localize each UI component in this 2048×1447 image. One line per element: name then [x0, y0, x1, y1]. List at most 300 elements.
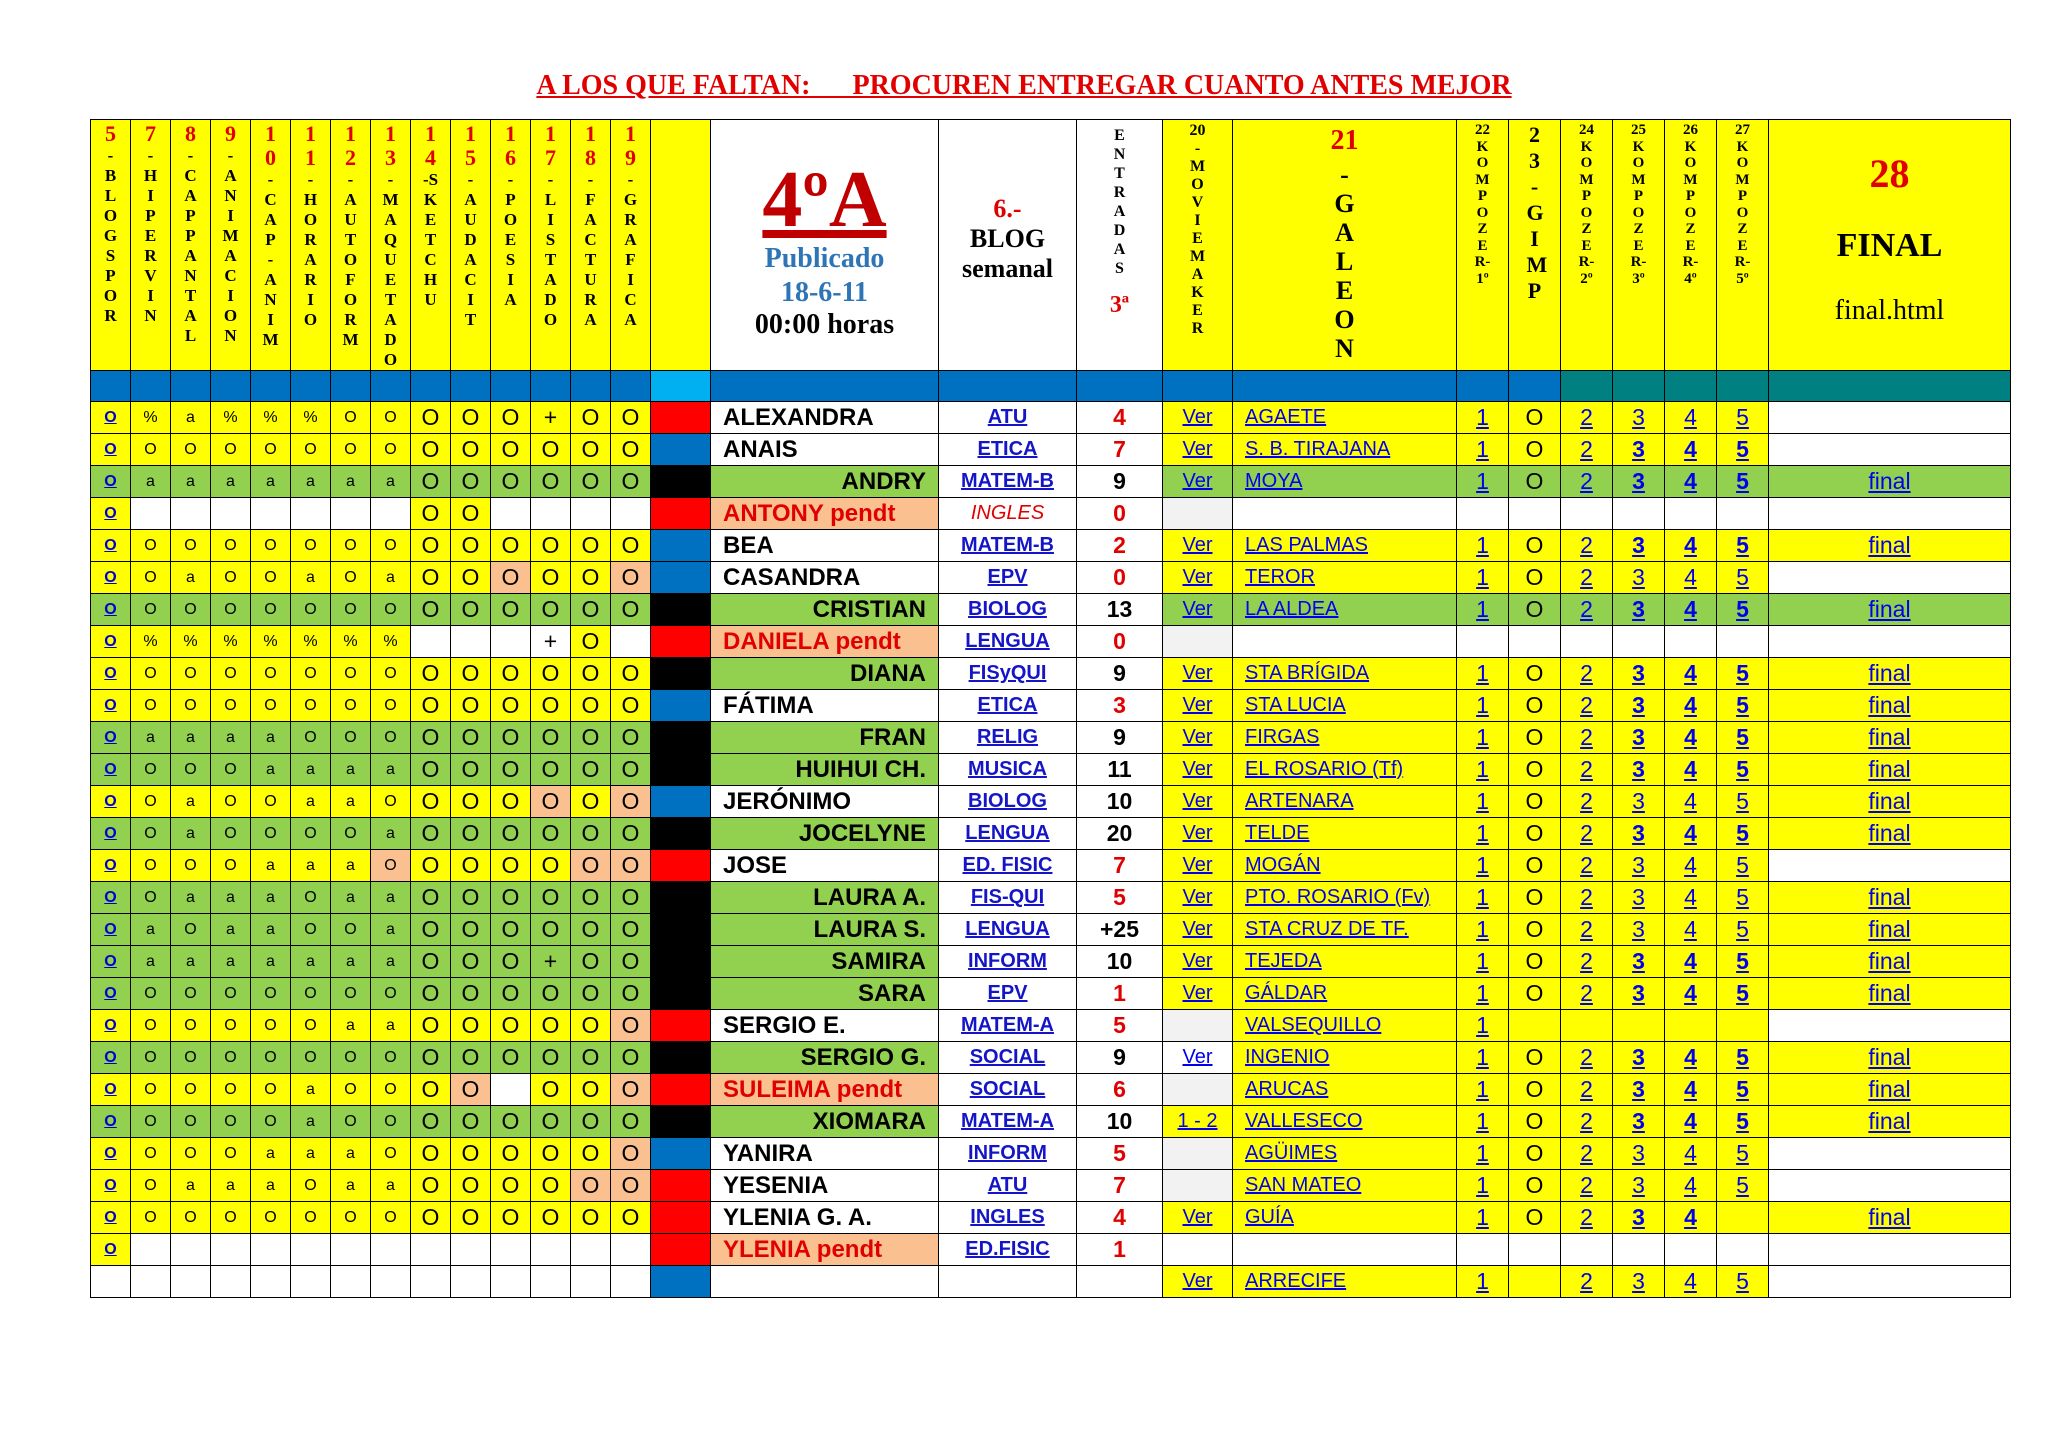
kompozer-link[interactable]: 2	[1561, 914, 1613, 946]
galeon-link[interactable]: ARRECIFE	[1233, 1266, 1457, 1298]
blog-sport-cell[interactable]: O	[91, 1106, 131, 1138]
moviemaker-link[interactable]: Ver	[1163, 754, 1233, 786]
subject-link[interactable]: BIOLOG	[939, 786, 1077, 818]
subject-link[interactable]: ETICA	[939, 434, 1077, 466]
kompozer-link[interactable]: 4	[1665, 882, 1717, 914]
moviemaker-link[interactable]: Ver	[1163, 1202, 1233, 1234]
kompozer-link[interactable]: 3	[1613, 818, 1665, 850]
blog-sport-cell[interactable]: O	[91, 1042, 131, 1074]
kompozer-link[interactable]: 4	[1665, 786, 1717, 818]
kompozer-link[interactable]: 2	[1561, 978, 1613, 1010]
kompozer-link[interactable]: 2	[1561, 786, 1613, 818]
assignment-cell: O	[451, 914, 491, 946]
assignment-cell: O	[211, 530, 251, 562]
moviemaker-link[interactable]: Ver	[1163, 658, 1233, 690]
kompozer-link[interactable]: 1	[1457, 786, 1509, 818]
table-row	[91, 1170, 2011, 1202]
final-link[interactable]: final	[1769, 530, 2011, 562]
blog-sport-cell[interactable]: O	[91, 946, 131, 978]
assignment-cell	[251, 1234, 291, 1266]
entradas-count: 0	[1077, 562, 1163, 594]
assignment-cell: O	[251, 1042, 291, 1074]
kompozer-link[interactable]: 3	[1613, 1074, 1665, 1106]
subject-link[interactable]: INFORM	[939, 1138, 1077, 1170]
assignment-cell: O	[451, 658, 491, 690]
kompozer-link[interactable]: 4	[1665, 914, 1717, 946]
kompozer-link[interactable]: 2	[1561, 818, 1613, 850]
final-link[interactable]: final	[1769, 978, 2011, 1010]
kompozer-link[interactable]: 3	[1613, 1202, 1665, 1234]
kompozer-link[interactable]: 5	[1717, 466, 1769, 498]
kompozer-link[interactable]: 5	[1717, 530, 1769, 562]
kompozer-link[interactable]: 3	[1613, 690, 1665, 722]
kompozer-link[interactable]: 4	[1665, 658, 1717, 690]
assignment-cell: O	[611, 1074, 651, 1106]
final-link	[1769, 1010, 2011, 1042]
kompozer-link[interactable]: 5	[1717, 818, 1769, 850]
assignment-cell: O	[331, 914, 371, 946]
kompozer-link[interactable]: 5	[1717, 562, 1769, 594]
final-link[interactable]: final	[1769, 754, 2011, 786]
status-marker	[651, 626, 711, 658]
blog-sport-cell[interactable]: O	[91, 434, 131, 466]
kompozer-link[interactable]: 3	[1613, 754, 1665, 786]
blog-sport-cell[interactable]: O	[91, 626, 131, 658]
kompozer-link[interactable]: 2	[1561, 1106, 1613, 1138]
kompozer-link[interactable]: 2	[1561, 434, 1613, 466]
moviemaker-link[interactable]: Ver	[1163, 530, 1233, 562]
assignment-cell: a	[371, 1010, 411, 1042]
assignment-cell: O	[291, 1170, 331, 1202]
kompozer-link[interactable]: 2	[1561, 1202, 1613, 1234]
subject-link[interactable]: RELIG	[939, 722, 1077, 754]
kompozer-link[interactable]: 3	[1613, 594, 1665, 626]
assignment-cell: O	[571, 882, 611, 914]
kompozer-link[interactable]: 2	[1561, 1074, 1613, 1106]
final-link[interactable]: final	[1769, 1106, 2011, 1138]
kompozer-link[interactable]: 5	[1717, 722, 1769, 754]
moviemaker-link[interactable]: Ver	[1163, 850, 1233, 882]
entradas-count: 9	[1077, 658, 1163, 690]
assignment-cell: O	[491, 882, 531, 914]
moviemaker-link[interactable]: Ver	[1163, 402, 1233, 434]
subject-link[interactable]: ATU	[939, 402, 1077, 434]
assignment-cell	[371, 498, 411, 530]
kompozer-link[interactable]: 3	[1613, 1138, 1665, 1170]
table-row	[91, 786, 2011, 818]
subject-link[interactable]: ED.FISIC	[939, 1234, 1077, 1266]
kompozer-link[interactable]: 2	[1561, 658, 1613, 690]
final-link[interactable]: final	[1769, 658, 2011, 690]
subject-link[interactable]: FISyQUI	[939, 658, 1077, 690]
kompozer-link[interactable]: 2	[1561, 882, 1613, 914]
kompozer-link[interactable]: 1	[1457, 402, 1509, 434]
blog-sport-cell[interactable]: O	[91, 594, 131, 626]
kompozer-link[interactable]: 3	[1613, 914, 1665, 946]
blog-sport-cell[interactable]: O	[91, 1138, 131, 1170]
assignment-cell	[531, 1234, 571, 1266]
kompozer-link[interactable]: 4	[1665, 1202, 1717, 1234]
kompozer-link[interactable]: 3	[1613, 722, 1665, 754]
galeon-link[interactable]: MOGÁN	[1233, 850, 1457, 882]
moviemaker-link[interactable]: Ver	[1163, 818, 1233, 850]
kompozer-link[interactable]: 4	[1665, 594, 1717, 626]
assignment-header-11	[291, 120, 331, 371]
kompozer-link[interactable]: 5	[1717, 786, 1769, 818]
assignment-cell: a	[251, 722, 291, 754]
moviemaker-link[interactable]: Ver	[1163, 882, 1233, 914]
galeon-link[interactable]: PTO. ROSARIO (Fv)	[1233, 882, 1457, 914]
kompozer-link[interactable]: 1	[1457, 1010, 1509, 1042]
kompozer-link[interactable]: 3	[1613, 850, 1665, 882]
kompozer-link[interactable]: 5	[1717, 1266, 1769, 1298]
kompozer-link[interactable]: 1	[1457, 1170, 1509, 1202]
assignment-cell: O	[291, 530, 331, 562]
galeon-link[interactable]: TEROR	[1233, 562, 1457, 594]
blog-sport-cell[interactable]: O	[91, 658, 131, 690]
moviemaker-link[interactable]: Ver	[1163, 594, 1233, 626]
subject-link[interactable]: MATEM-A	[939, 1106, 1077, 1138]
kompozer-link[interactable]: 5	[1717, 946, 1769, 978]
kompozer-link[interactable]: 1	[1457, 850, 1509, 882]
subject-link[interactable]: INFORM	[939, 946, 1077, 978]
kompozer-link[interactable]: 4	[1665, 530, 1717, 562]
kompozer-link[interactable]: 3	[1613, 1170, 1665, 1202]
final-link[interactable]: final	[1769, 1074, 2011, 1106]
galeon-link[interactable]: GÁLDAR	[1233, 978, 1457, 1010]
kompozer-link[interactable]: 5	[1717, 690, 1769, 722]
kompozer4-header	[1665, 120, 1717, 371]
kompozer-link[interactable]: 5	[1717, 1106, 1769, 1138]
subject-link[interactable]: ED. FISIC	[939, 850, 1077, 882]
subject-link[interactable]: LENGUA	[939, 818, 1077, 850]
blog-sport-cell[interactable]: O	[91, 850, 131, 882]
kompozer-link[interactable]: 3	[1613, 946, 1665, 978]
assignment-cell: O	[531, 786, 571, 818]
galeon-link[interactable]: AGAETE	[1233, 402, 1457, 434]
final-link[interactable]: final	[1769, 946, 2011, 978]
subject-link[interactable]: FIS-QUI	[939, 882, 1077, 914]
kompozer-link[interactable]: 2	[1561, 722, 1613, 754]
kompozer-link[interactable]: 4	[1665, 850, 1717, 882]
galeon-link[interactable]: EL ROSARIO (Tf)	[1233, 754, 1457, 786]
moviemaker-link[interactable]: Ver	[1163, 722, 1233, 754]
assignment-cell: O	[211, 1074, 251, 1106]
final-link[interactable]: final	[1769, 1202, 2011, 1234]
moviemaker-link[interactable]: Ver	[1163, 1042, 1233, 1074]
kompozer-link[interactable]: 4	[1665, 978, 1717, 1010]
assignment-cell: O	[291, 1042, 331, 1074]
kompozer-link[interactable]: 5	[1717, 1170, 1769, 1202]
status-marker	[651, 754, 711, 786]
assignment-cell: O	[491, 722, 531, 754]
gimp-cell: O	[1509, 658, 1561, 690]
blog-sport-cell[interactable]: O	[91, 690, 131, 722]
kompozer-link[interactable]: 3	[1613, 658, 1665, 690]
galeon-link[interactable]: TELDE	[1233, 818, 1457, 850]
kompozer-link[interactable]: 2	[1561, 1170, 1613, 1202]
blog-sport-cell[interactable]: O	[91, 978, 131, 1010]
subject-link[interactable]: ETICA	[939, 690, 1077, 722]
kompozer-link[interactable]: 1	[1457, 1042, 1509, 1074]
kompozer-link[interactable]: 1	[1457, 466, 1509, 498]
subject-link[interactable]: ATU	[939, 1170, 1077, 1202]
kompozer-link[interactable]: 5	[1717, 1138, 1769, 1170]
final-link[interactable]: final	[1769, 466, 2011, 498]
subject-link[interactable]: MUSICA	[939, 754, 1077, 786]
moviemaker-link[interactable]: Ver	[1163, 434, 1233, 466]
status-marker	[651, 1234, 711, 1266]
kompozer-link[interactable]: 4	[1665, 434, 1717, 466]
kompozer-link[interactable]: 2	[1561, 1138, 1613, 1170]
kompozer-link[interactable]: 1	[1457, 1138, 1509, 1170]
galeon-link[interactable]: STA LUCIA	[1233, 690, 1457, 722]
kompozer-link[interactable]: 4	[1665, 722, 1717, 754]
assignment-cell: O	[491, 434, 531, 466]
gimp-cell: O	[1509, 754, 1561, 786]
kompozer-link[interactable]: 1	[1457, 1106, 1509, 1138]
blog-sport-cell[interactable]: O	[91, 882, 131, 914]
kompozer-link[interactable]: 5	[1717, 882, 1769, 914]
kompozer-link[interactable]: 2	[1561, 594, 1613, 626]
assignment-cell: a	[291, 850, 331, 882]
kompozer-link[interactable]: 1	[1457, 530, 1509, 562]
kompozer-link[interactable]: 1	[1457, 914, 1509, 946]
assignment-cell: O	[291, 882, 331, 914]
kompozer-link[interactable]: 1	[1457, 1074, 1509, 1106]
gimp-cell: O	[1509, 530, 1561, 562]
subject-link[interactable]: SOCIAL	[939, 1042, 1077, 1074]
moviemaker-link[interactable]: 1 - 2	[1163, 1106, 1233, 1138]
galeon-link[interactable]: LAS PALMAS	[1233, 530, 1457, 562]
galeon-link[interactable]: GUÍA	[1233, 1202, 1457, 1234]
assignment-cell: O	[611, 882, 651, 914]
table-row	[91, 722, 2011, 754]
kompozer-link[interactable]: 1	[1457, 1266, 1509, 1298]
kompozer-link[interactable]: 5	[1717, 914, 1769, 946]
kompozer1-label: 22KOMPOZER-1º	[1474, 122, 1491, 287]
final-link[interactable]: final	[1769, 818, 2011, 850]
galeon-link[interactable]: SAN MATEO	[1233, 1170, 1457, 1202]
final-link	[1769, 498, 2011, 530]
kompozer-link[interactable]: 4	[1665, 1138, 1717, 1170]
gimp-cell: O	[1509, 562, 1561, 594]
blog-sport-cell[interactable]: O	[91, 786, 131, 818]
subject-link[interactable]: INGLES	[939, 498, 1077, 530]
kompozer-link[interactable]: 5	[1717, 1074, 1769, 1106]
kompozer-link[interactable]: 5	[1717, 594, 1769, 626]
moviemaker-link[interactable]: Ver	[1163, 914, 1233, 946]
final-link[interactable]: final	[1769, 594, 2011, 626]
galeon-link[interactable]: VALLESECO	[1233, 1106, 1457, 1138]
kompozer-link[interactable]: 4	[1665, 754, 1717, 786]
kompozer-link[interactable]: 3	[1613, 530, 1665, 562]
subject-link[interactable]: EPV	[939, 978, 1077, 1010]
kompozer-link[interactable]: 1	[1457, 946, 1509, 978]
galeon-link[interactable]: VALSEQUILLO	[1233, 1010, 1457, 1042]
moviemaker-link[interactable]: Ver	[1163, 946, 1233, 978]
final-link[interactable]: final	[1769, 722, 2011, 754]
kompozer-link[interactable]: 4	[1665, 1266, 1717, 1298]
blog-sport-cell[interactable]: O	[91, 530, 131, 562]
kompozer-link[interactable]: 2	[1561, 402, 1613, 434]
blog-header	[939, 120, 1077, 371]
blog-sport-cell[interactable]: O	[91, 498, 131, 530]
galeon-link[interactable]: S. B. TIRAJANA	[1233, 434, 1457, 466]
subject-link[interactable]: MATEM-A	[939, 1010, 1077, 1042]
assignment-cell: +	[531, 626, 571, 658]
separator-cell	[331, 371, 371, 402]
subject-link[interactable]: MATEM-B	[939, 530, 1077, 562]
kompozer-link[interactable]: 5	[1717, 402, 1769, 434]
moviemaker-link[interactable]: Ver	[1163, 1266, 1233, 1298]
final-link[interactable]: final	[1769, 882, 2011, 914]
galeon-link[interactable]: INGENIO	[1233, 1042, 1457, 1074]
kompozer-link[interactable]: 1	[1457, 434, 1509, 466]
kompozer-link[interactable]: 4	[1665, 1042, 1717, 1074]
kompozer-link[interactable]: 2	[1561, 850, 1613, 882]
subject-link[interactable]: MATEM-B	[939, 466, 1077, 498]
blog-sport-cell[interactable]: O	[91, 1170, 131, 1202]
assignment-cell: O	[611, 946, 651, 978]
kompozer-link[interactable]: 1	[1457, 978, 1509, 1010]
galeon-link[interactable]: LA ALDEA	[1233, 594, 1457, 626]
galeon-link[interactable]: ARTENARA	[1233, 786, 1457, 818]
kompozer-link[interactable]: 3	[1613, 434, 1665, 466]
kompozer-link[interactable]: 5	[1717, 658, 1769, 690]
blog-sport-cell[interactable]: O	[91, 466, 131, 498]
assignment-cell: O	[571, 1138, 611, 1170]
assignment-cell: O	[571, 562, 611, 594]
kompozer-link[interactable]: 1	[1457, 882, 1509, 914]
kompozer-link[interactable]: 5	[1717, 1042, 1769, 1074]
kompozer-link[interactable]: 5	[1717, 978, 1769, 1010]
kompozer-link[interactable]: 3	[1613, 466, 1665, 498]
kompozer-link[interactable]: 3	[1613, 1106, 1665, 1138]
kompozer-link[interactable]: 4	[1665, 402, 1717, 434]
table-row	[91, 850, 2011, 882]
subject-link[interactable]: LENGUA	[939, 914, 1077, 946]
galeon-link[interactable]: AGÜIMES	[1233, 1138, 1457, 1170]
kompozer-link[interactable]: 4	[1665, 562, 1717, 594]
kompozer-link[interactable]: 1	[1457, 658, 1509, 690]
assignment-cell: a	[251, 914, 291, 946]
blog-sport-cell[interactable]: O	[91, 562, 131, 594]
kompozer-link[interactable]: 4	[1665, 818, 1717, 850]
kompozer-link[interactable]: 1	[1457, 690, 1509, 722]
table-row	[91, 1234, 2011, 1266]
assignment-label: -HORARIO	[303, 170, 318, 329]
kompozer-link[interactable]: 3	[1613, 1042, 1665, 1074]
subject-link[interactable]: SOCIAL	[939, 1074, 1077, 1106]
kompozer-link[interactable]: 2	[1561, 1266, 1613, 1298]
blog-sport-cell[interactable]: O	[91, 1010, 131, 1042]
assignment-cell: O	[491, 1042, 531, 1074]
kompozer-link[interactable]: 1	[1457, 1202, 1509, 1234]
kompozer-link[interactable]: 2	[1561, 946, 1613, 978]
assignment-cell: O	[171, 1106, 211, 1138]
gimp-cell	[1509, 1266, 1561, 1298]
moviemaker-link[interactable]: Ver	[1163, 978, 1233, 1010]
kompozer-link[interactable]: 2	[1561, 1042, 1613, 1074]
blog-sport-cell[interactable]: O	[91, 818, 131, 850]
galeon-link[interactable]: TEJEDA	[1233, 946, 1457, 978]
moviemaker-link[interactable]: Ver	[1163, 786, 1233, 818]
kompozer-link[interactable]: 3	[1613, 1266, 1665, 1298]
assignment-cell: O	[571, 946, 611, 978]
separator-cell	[1769, 371, 2011, 402]
kompozer-link[interactable]: 2	[1561, 754, 1613, 786]
moviemaker-link[interactable]: Ver	[1163, 562, 1233, 594]
assignment-cell	[331, 498, 371, 530]
kompozer-link[interactable]: 4	[1665, 1074, 1717, 1106]
kompozer-link[interactable]: 1	[1457, 754, 1509, 786]
galeon-link[interactable]: FIRGAS	[1233, 722, 1457, 754]
blog-sport-cell[interactable]: O	[91, 1074, 131, 1106]
kompozer-link[interactable]: 4	[1665, 1106, 1717, 1138]
kompozer-link[interactable]: 3	[1613, 402, 1665, 434]
kompozer-link[interactable]: 5	[1717, 754, 1769, 786]
blog-sport-cell[interactable]: O	[91, 722, 131, 754]
kompozer-link[interactable]: 2	[1561, 690, 1613, 722]
subject-link[interactable]: INGLES	[939, 1202, 1077, 1234]
galeon-link[interactable]: MOYA	[1233, 466, 1457, 498]
kompozer-link[interactable]: 2	[1561, 466, 1613, 498]
blog-sport-cell[interactable]: O	[91, 754, 131, 786]
galeon-link[interactable]: STA BRÍGIDA	[1233, 658, 1457, 690]
final-link[interactable]: final	[1769, 786, 2011, 818]
final-link[interactable]: final	[1769, 690, 2011, 722]
subject-link[interactable]: BIOLOG	[939, 594, 1077, 626]
kompozer-link[interactable]: 5	[1717, 850, 1769, 882]
blog-sport-cell[interactable]: O	[91, 914, 131, 946]
kompozer-link[interactable]: 3	[1613, 978, 1665, 1010]
kompozer-link[interactable]: 1	[1457, 594, 1509, 626]
assignment-cell: O	[531, 1170, 571, 1202]
assignment-cell: O	[491, 786, 531, 818]
kompozer-link[interactable]: 3	[1613, 786, 1665, 818]
kompozer-link[interactable]: 1	[1457, 562, 1509, 594]
kompozer-link[interactable]: 4	[1665, 1170, 1717, 1202]
kompozer-link[interactable]: 4	[1665, 946, 1717, 978]
table-row	[91, 690, 2011, 722]
blog-sport-cell[interactable]: O	[91, 402, 131, 434]
kompozer-link[interactable]: 2	[1561, 530, 1613, 562]
assignment-cell: O	[611, 1170, 651, 1202]
kompozer-link[interactable]: 4	[1665, 466, 1717, 498]
blog-sport-cell[interactable]: O	[91, 1234, 131, 1266]
blog-sport-cell[interactable]: O	[91, 1202, 131, 1234]
kompozer-link[interactable]: 3	[1613, 882, 1665, 914]
entradas-count	[1077, 1266, 1163, 1298]
subject-link[interactable]: EPV	[939, 562, 1077, 594]
final-link[interactable]: final	[1769, 914, 2011, 946]
subject-link[interactable]: LENGUA	[939, 626, 1077, 658]
kompozer-link[interactable]: 2	[1561, 562, 1613, 594]
galeon-link[interactable]: ARUCAS	[1233, 1074, 1457, 1106]
moviemaker-link[interactable]: Ver	[1163, 466, 1233, 498]
kompozer-link[interactable]: 4	[1665, 690, 1717, 722]
kompozer-link[interactable]: 1	[1457, 722, 1509, 754]
kompozer-link[interactable]: 3	[1613, 562, 1665, 594]
galeon-link[interactable]: STA CRUZ DE TF.	[1233, 914, 1457, 946]
kompozer-link[interactable]: 5	[1717, 434, 1769, 466]
moviemaker-link[interactable]: Ver	[1163, 690, 1233, 722]
kompozer-link[interactable]: 1	[1457, 818, 1509, 850]
final-link[interactable]: final	[1769, 1042, 2011, 1074]
assignment-cell: O	[331, 1074, 371, 1106]
assignment-cell: a	[331, 1138, 371, 1170]
